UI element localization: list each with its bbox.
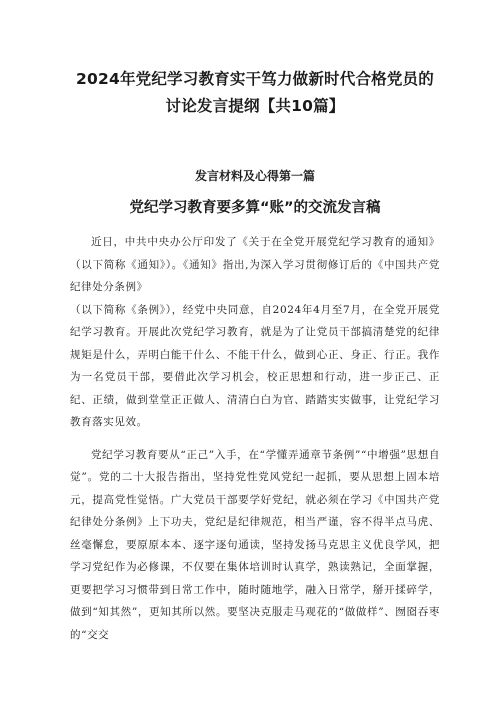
paragraph-2: （以下简称《条例》），经党中央同意，自2024年4月至7月，在全党开展党纪学习教育。开展此次党纪学习教育，就是为了让党员干部搞清楚党的纪律规矩是什么，弄明白能干什么、不能干什么，做到心正、身正、行正。我作为一名党员干部，要借此次学习机会，校正思想和行动，进一步正己、正纪、正绩，做到堂堂正正做人、清清白白为官、踏踏实实做事，让党纪学习教育落实见效。 — [70, 303, 440, 428]
document-title: 2024年党纪学习教育实干笃力做新时代合格党员的讨论发言提纲【共10篇】 — [76, 70, 434, 115]
section-label: 发言材料及心得第一篇 — [194, 169, 315, 183]
paragraph-3: 党纪学习教育要从“正己”入手，在“学懂弄通章节条例”“中增强”思想自觉”。党的二十大报告指出，坚持党性党风党纪一起抓，要从思想上固本培元，提高党性觉悟。广大党员干部要学好党纪，就必须在学习《中国共产党纪律处分条例》上下功夫，党纪是纪律规范，相当严谨，容不得半点马虎、丝毫懈怠，要原原本本、逐字逐句通读，坚持发扬马克思主义优良学风，把学习党纪作为必修课，不仅要在集体培训时认真学，熟读熟记，全面掌握，更要把学习习惯带到日常工作中，随时随地学，融入日常学，掰开揉碎学，做到“知其然”，更知其所以然。要坚决克服走马观花的“做做样”、囫囵吞枣的“交交 — [70, 448, 440, 641]
article-title: 党纪学习教育要多算“账”的交流发言稿 — [129, 200, 381, 216]
paragraph-1: 近日，中共中央办公厅印发了《关于在全党开展党纪学习教育的通知》（以下简称《通知》）。《通知》指出,为深入学习贯彻修订后的《中国共产党纪律处分条例》 — [70, 236, 440, 293]
